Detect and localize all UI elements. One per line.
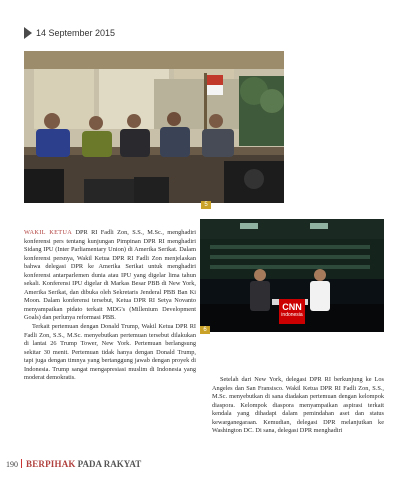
article-paragraph: Setelah dari New York, delegasi DPR RI berkunjung ke Los Angeles dan San Fransisco. Wakil Ketua DPR RI Fadli Zon, S.S., M.Sc. menyebutkan di sana diadakan pertemuan dengan kelompok diaspora. Kelompok diaspora menyampaikan aspirasi terkait kendala yang dihadapi dalam pemindahan aset dan status kewarganegaraan. Kemudian, delegasi DPR melanjutkan ke Washington DC. Di sana, delegasi DPR menghadiri <box>212 376 384 435</box>
article-paragraph: Terkait pertemuan dengan Donald Trump, Wakil Ketua DPR RI Fadli Zon, S.S., M.Sc. menyebutkan pertemuan tersebut dilakukan di lantai 26 Trump Tower, New York. Pertemuan berlangsung sekitar 30 menit. Pertemuan tidak hanya dengan Donald Trump, tapi juga dengan timnya yang bertanggung jawab dengan proyek di Indonesia. Trump sangat mengapresiasi muslim di Indonesia yang moderat demokratis. <box>24 323 196 382</box>
publication-title-b: PADA RAKYAT <box>77 459 142 469</box>
page-number: 190 <box>6 460 18 469</box>
page-footer <box>6 458 141 469</box>
cnn-logo-subtext: indonesia <box>281 312 303 318</box>
footer-divider <box>21 459 22 468</box>
tv-interview-photo <box>200 219 384 332</box>
article-paragraph-text: DPR RI Fadli Zon, S.S., M.Sc., menghadiri konferensi pers tentang kunjungan Pimpinan DPR RI menghadiri Sidang IPU (Inter Parliamentary Union) di Amerika Serikat. Dalam konferensi persnya, Wakil Ketua DPR RI Fadli Zon menjelaskan bahwa delegasi DPR ke Amerika Serikat untuk menghadiri konferensi antarparlemen dunia atau IPU yang digelar lima tahun sekali. Konferensi IPU digelar di Markas Besar PBB di New York, Amerika Serikat, dan dibuka oleh Sekretaris Jenderal PBB Ban Ki Moon. Dalam konferensi tersebut, Ketua DPR RI Setya Novanto menyampaikan pidato terkait MDG's (Millenium Development Goals) dan perlunya reformasi PBB. <box>24 229 196 322</box>
cnn-logo-text: CNN <box>282 302 302 312</box>
press-conference-photo <box>24 51 284 203</box>
header-date: 14 September 2015 <box>36 28 116 38</box>
page-header <box>24 26 115 40</box>
cnn-logo <box>279 302 305 318</box>
article-paragraph <box>24 229 196 323</box>
publication-title-a: BERPIHAK <box>26 459 76 469</box>
photo-number-badge: 5 <box>201 201 211 209</box>
article-column-left <box>24 229 196 383</box>
triangle-marker-icon <box>24 27 32 39</box>
photo-number-badge: 6 <box>200 326 210 334</box>
article-column-right <box>212 376 384 436</box>
article-lead-label: WAKIL KETUA <box>24 229 73 236</box>
